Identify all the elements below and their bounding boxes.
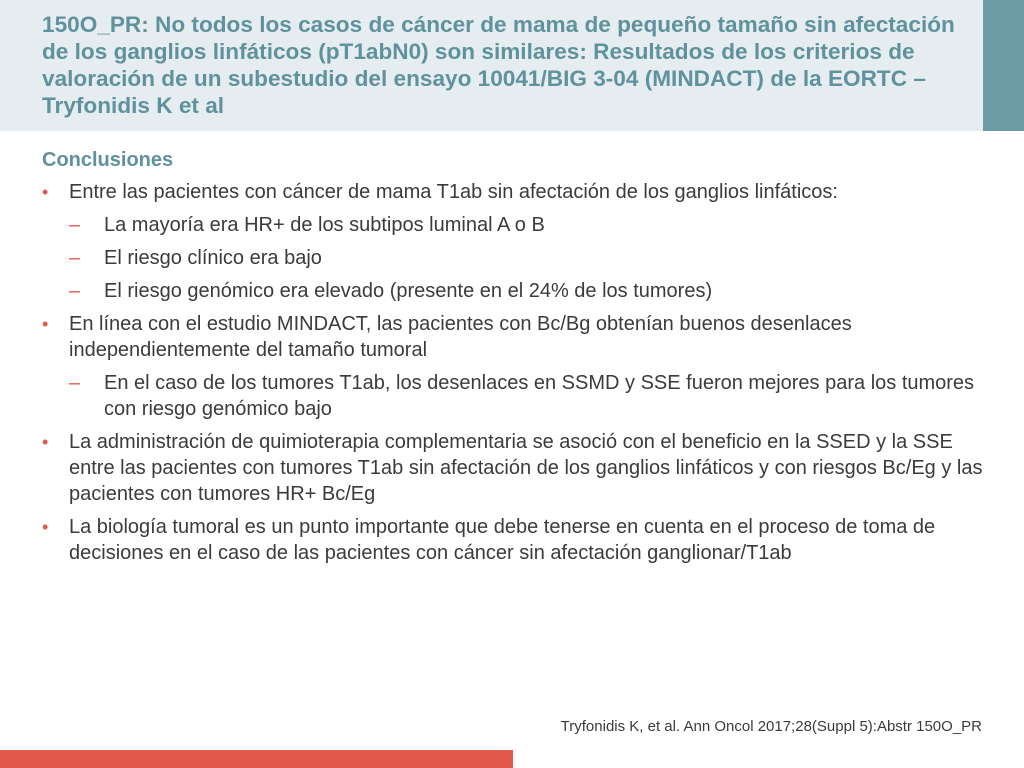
bullet-item — [42, 514, 992, 566]
bullet-item — [42, 429, 992, 507]
sub-bullet-item — [42, 212, 992, 238]
bullet-text: La administración de quimioterapia complementaria se asoció con el beneficio en la SSED y la SSE entre las pacientes con tumores T1ab sin afectación de los ganglios linfáticos y con riesgos Bc/Eg y las pacientes con tumores HR+ Bc/Eg — [69, 431, 983, 505]
bullet-text: Entre las pacientes con cáncer de mama T1ab sin afectación de los ganglios linfáticos: — [69, 181, 838, 203]
content-area — [42, 147, 992, 573]
bullet-marker: • — [42, 314, 49, 334]
bullet-text: La mayoría era HR+ de los subtipos luminal A o B — [104, 214, 545, 236]
title-banner — [0, 0, 1024, 131]
bullet-marker: • — [42, 432, 49, 452]
dash-marker: – — [69, 372, 81, 394]
dash-marker: – — [69, 214, 81, 236]
bullet-text: En el caso de los tumores T1ab, los desenlaces en SSMD y SSE fueron mejores para los tumores con riesgo genómico bajo — [104, 372, 975, 420]
bullet-marker: • — [42, 517, 49, 537]
bullet-item — [42, 179, 992, 205]
bullet-text: El riesgo clínico era bajo — [104, 247, 322, 269]
bullet-text: El riesgo genómico era elevado (presente en el 24% de los tumores) — [104, 280, 713, 302]
section-heading: Conclusiones — [42, 149, 174, 171]
sub-bullet-item — [42, 370, 992, 422]
header-accent-block — [983, 0, 1024, 131]
bullet-list — [42, 179, 992, 566]
slide-title: 150O_PR: No todos los casos de cáncer de mama de pequeño tamaño sin afectación de los ganglios linfáticos (pT1abN0) son similares: Resultados de los criterios de valoración de un subestudio del ensayo 10041/BIG 3-04 (MINDACT) de la EORTC – Tryfonidis K et al — [42, 12, 955, 118]
dash-marker: – — [69, 247, 81, 269]
bullet-item — [42, 311, 992, 363]
sub-bullet-item — [42, 278, 992, 304]
bullet-text: La biología tumoral es un punto importante que debe tenerse en cuenta en el proceso de toma de decisiones en el caso de las pacientes con cáncer sin afectación ganglionar/T1ab — [69, 516, 936, 564]
sub-bullet-item — [42, 245, 992, 271]
bullet-marker: • — [42, 182, 49, 202]
bullet-text: En línea con el estudio MINDACT, las pacientes con Bc/Bg obtenían buenos desenlaces independientemente del tamaño tumoral — [69, 313, 852, 361]
dash-marker: – — [69, 280, 81, 302]
footer-bar — [0, 750, 513, 768]
citation: Tryfonidis K, et al. Ann Oncol 2017;28(Suppl 5):Abstr 150O_PR — [560, 718, 982, 735]
